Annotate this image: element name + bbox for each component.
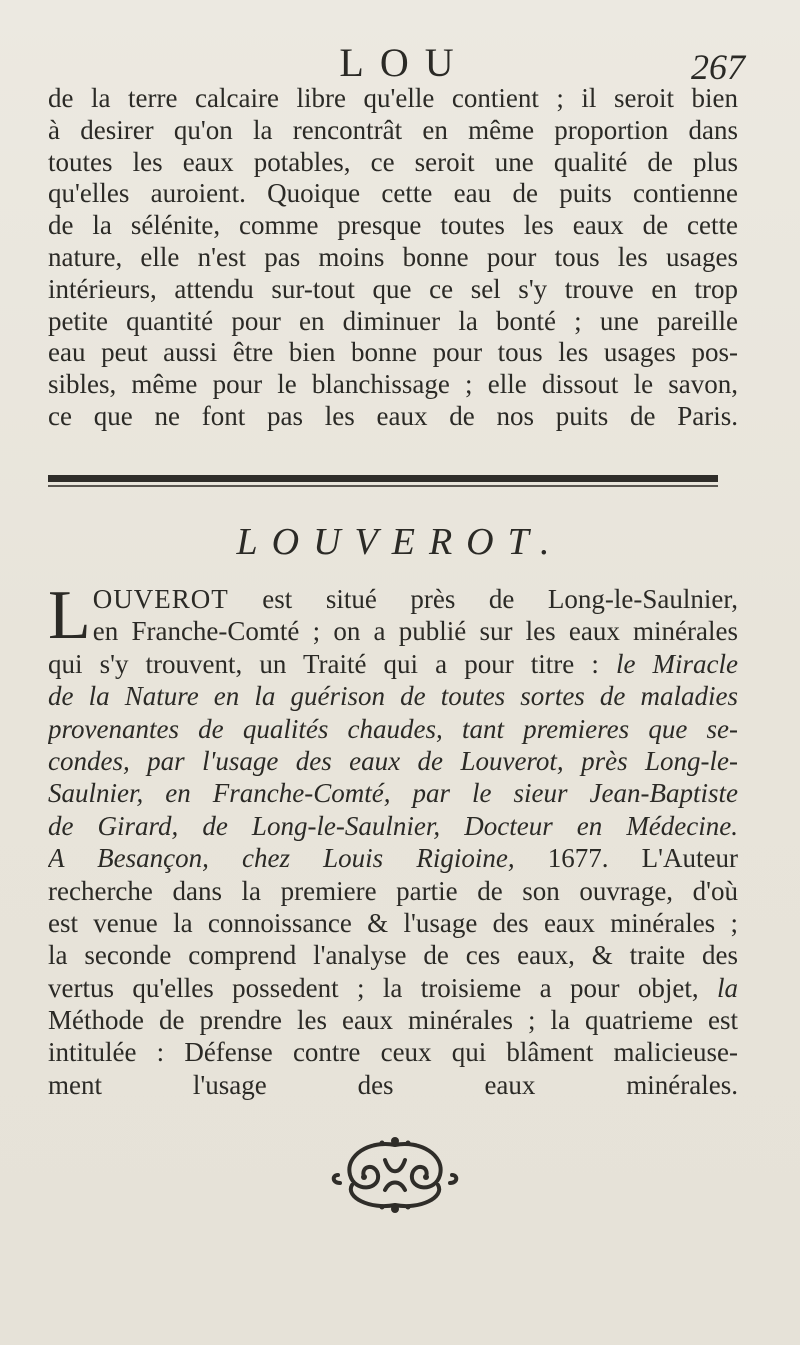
tailpiece-scroll-ornament-icon xyxy=(330,1135,460,1215)
page-number: 267 xyxy=(691,47,745,87)
italic-text: provenantes de qualités chaudes, tant premieres que se- xyxy=(48,713,738,744)
page-header xyxy=(48,38,745,88)
text-line: toutes les eaux potables, ce seroit une qualité de plus xyxy=(48,146,738,177)
italic-text: A Besançon, chez Louis Rigioine, xyxy=(48,843,548,874)
text-line xyxy=(93,583,738,615)
paragraph-louverot xyxy=(48,577,738,1101)
italic-text: Saulnier, en Franche-Comté, par le sieur Jean-Baptiste xyxy=(48,778,738,809)
text-line: de la sélénite, comme presque toutes les eaux de cette xyxy=(48,210,738,241)
drop-cap: L xyxy=(48,577,91,654)
text-segment: en Franche-Comté ; on a publié sur les eaux minérales xyxy=(92,616,738,647)
section-divider-thick xyxy=(48,475,718,482)
section-divider-thin xyxy=(48,485,718,487)
running-head: LOU xyxy=(339,40,470,85)
text-line xyxy=(48,842,738,874)
text-line xyxy=(48,875,738,907)
text-segment: 1677. L'Auteur xyxy=(547,843,738,874)
text-segment: ment l'usage des eaux minérales. xyxy=(48,1069,738,1100)
text-line xyxy=(93,615,738,647)
text-line xyxy=(48,1036,738,1068)
text-segment: qui s'y trouvent, un Traité qui a pour titre : xyxy=(48,648,616,679)
paragraph-lou-continued xyxy=(48,83,738,433)
text-segment: recherche dans la premiere partie de son ouvrage, d'où xyxy=(48,875,738,906)
italic-text: le Miracle xyxy=(615,648,738,679)
text-line xyxy=(48,648,738,680)
text-line: de la terre calcaire libre qu'elle contient ; il seroit bien xyxy=(48,83,738,113)
small-caps-text: OUVEROT xyxy=(92,584,229,614)
italic-text: la xyxy=(716,972,738,1003)
text-segment: Méthode de prendre les eaux minérales ; la quatrieme est xyxy=(48,1005,738,1036)
text-line: intérieurs, attendu sur-tout que ce sel s'y trouve en trop xyxy=(48,273,738,304)
text-line xyxy=(48,907,738,939)
italic-text: condes, par l'usage des eaux de Louverot, près Long-le- xyxy=(48,745,738,776)
text-segment: est venue la connoissance & l'usage des eaux minérales ; xyxy=(48,907,738,938)
text-line xyxy=(48,777,738,809)
text-line: ce que ne font pas les eaux de nos puits de Paris. xyxy=(48,400,738,431)
text-line xyxy=(48,680,738,712)
text-segment: vertus qu'elles possedent ; la troisieme a pour objet, xyxy=(48,972,717,1003)
text-line: eau peut aussi être bien bonne pour tous les usages pos- xyxy=(48,337,738,368)
section-title: LOUVEROT. xyxy=(236,521,564,563)
text-line xyxy=(48,939,738,971)
text-segment: la seconde comprend l'analyse de ces eaux, & traite des xyxy=(48,940,738,971)
text-line: qu'elles auroient. Quoique cette eau de puits contienne xyxy=(48,178,738,209)
text-segment: intitulée : Défense contre ceux qui blâment malicieuse- xyxy=(48,1037,738,1068)
italic-text: de la Nature en la guérison de toutes sortes de maladies xyxy=(48,681,738,712)
text-line: sibles, même pour le blanchissage ; elle dissout le savon, xyxy=(48,369,738,400)
text-segment: est situé près de Long-le-Saulnier, xyxy=(228,584,738,614)
text-line xyxy=(48,1004,738,1036)
text-line xyxy=(48,972,738,1004)
text-line xyxy=(48,1069,738,1101)
text-line: petite quantité pour en diminuer la bonté ; une pareille xyxy=(48,305,738,336)
text-line: nature, elle n'est pas moins bonne pour tous les usages xyxy=(48,241,738,272)
italic-text: de Girard, de Long-le-Saulnier, Docteur en Médecine. xyxy=(48,810,738,841)
text-line xyxy=(48,713,738,745)
text-line xyxy=(48,810,738,842)
text-line xyxy=(48,745,738,777)
text-line: à desirer qu'on la rencontrât en même proportion dans xyxy=(48,114,738,145)
